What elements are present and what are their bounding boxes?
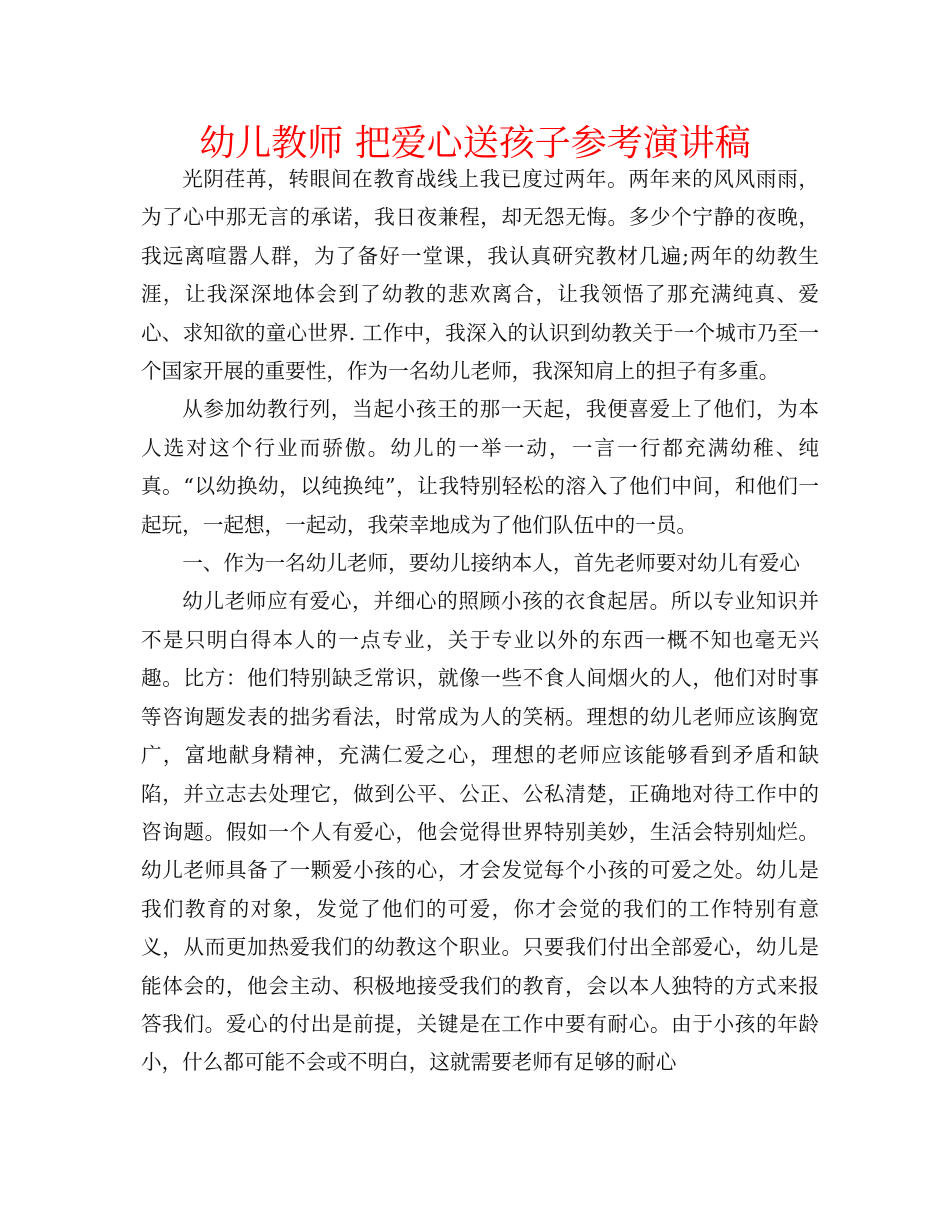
document-body: [141, 160, 819, 1082]
document-title: 幼儿教师 把爱心送孩子参考演讲稿: [199, 123, 751, 164]
paragraph: 从参加幼教行列，当起小孩王的那一天起，我便喜爱上了他们，为本人选对这个行业而骄傲。幼儿的一举一动，一言一行都充满幼稚、纯真。“以幼换幼，以纯换纯”，让我特别轻松的溶入了他们中间，和他们一起玩，一起想，一起动，我荣幸地成为了他们队伍中的一员。: [141, 397, 819, 537]
paragraph: 幼儿老师应有爱心，并细心的照顾小孩的衣食起居。所以专业知识并不是只明白得本人的一点专业，关于专业以外的东西一概不知也毫无兴趣。比方：他们特别缺乏常识，就像一些不食人间烟火的人，他们对时事等咨询题发表的拙劣看法，时常成为人的笑柄。理想的幼儿老师应该胸宽广，富地献身精神，充满仁爱之心，理想的老师应该能够看到矛盾和缺陷，并立志去处理它，做到公平、公正、公私清楚，正确地对待工作中的咨询题。假如一个人有爱心，他会觉得世界特别美妙，生活会特别灿烂。幼儿老师具备了一颗爱小孩的心，才会发觉每个小孩的可爱之处。幼儿是我们教育的对象，发觉了他们的可爱，你才会觉的我们的工作特别有意义，从而更加热爱我们的幼教这个职业。只要我们付出全部爱心，幼儿是能体会的，他会主动、积极地接受我们的教育，会以本人独特的方式来报答我们。爱心的付出是前提，关键是在工作中要有耐心。由于小孩的年龄小，什么都可能不会或不明白，这就需要老师有足够的耐心: [141, 589, 819, 1075]
paragraph: 光阴荏苒，转眼间在教育战线上我已度过两年。两年来的风风雨雨，为了心中那无言的承诺，我日夜兼程，却无怨无悔。多少个宁静的夜晚，我远离喧嚣人群，为了备好一堂课，我认真研究教材几遍;两年的幼教生涯，让我深深地体会到了幼教的悲欢离合，让我领悟了那充满纯真、爱心、求知欲的童心世界. 工作中，我深入的认识到幼教关于一个城市乃至一个国家开展的重要性，作为一名幼儿老师，我深知肩上的担子有多重。: [141, 167, 819, 384]
paragraph: 一、作为一名幼儿老师，要幼儿接纳本人，首先老师要对幼儿有爱心: [182, 551, 800, 576]
